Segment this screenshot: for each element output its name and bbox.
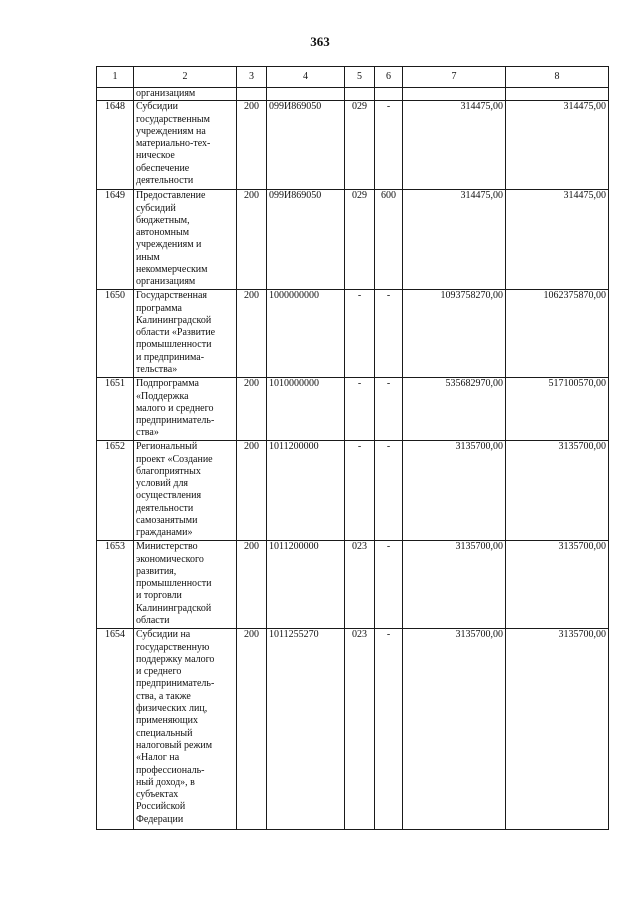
continuation-row xyxy=(97,88,609,101)
cell-col6: 600 xyxy=(375,190,403,290)
cell-col6: - xyxy=(375,441,403,541)
cell-col8 xyxy=(506,88,609,101)
cell-col7: 3135700,00 xyxy=(403,629,506,830)
cell-col4: 099И869050 xyxy=(267,101,345,190)
cell-col4: 1000000000 xyxy=(267,290,345,378)
cell-col8: 3135700,00 xyxy=(506,441,609,541)
table-row xyxy=(97,629,609,830)
cell-col8: 1062375870,00 xyxy=(506,290,609,378)
cell-col4: 1011255270 xyxy=(267,629,345,830)
row-number-cell: 1653 xyxy=(97,541,134,629)
cell-col3: 200 xyxy=(237,629,267,830)
cell-col4: 1010000000 xyxy=(267,378,345,441)
row-name-cell: организациям xyxy=(134,88,237,101)
cell-col7: 535682970,00 xyxy=(403,378,506,441)
row-name-cell: Региональный проект «Создание благоприятных условий для осуществления деятельности самозанятыми гражданами» xyxy=(134,441,237,541)
column-header: 4 xyxy=(267,67,345,88)
column-header: 2 xyxy=(134,67,237,88)
cell-col3: 200 xyxy=(237,290,267,378)
row-name-cell: Подпрограмма «Поддержка малого и среднего предприниматель- ства» xyxy=(134,378,237,441)
cell-col8: 3135700,00 xyxy=(506,629,609,830)
cell-col3: 200 xyxy=(237,541,267,629)
page-number: 363 xyxy=(310,34,330,49)
cell-col5: - xyxy=(345,378,375,441)
cell-col5: - xyxy=(345,441,375,541)
cell-col3: 200 xyxy=(237,441,267,541)
row-name-cell: Субсидии государственным учреждениям на материально-тех- ническое обеспечение деятельности xyxy=(134,101,237,190)
cell-col6: - xyxy=(375,629,403,830)
column-header: 1 xyxy=(97,67,134,88)
cell-col6 xyxy=(375,88,403,101)
cell-col4: 1011200000 xyxy=(267,541,345,629)
column-header: 6 xyxy=(375,67,403,88)
cell-col8: 517100570,00 xyxy=(506,378,609,441)
table-row xyxy=(97,101,609,190)
row-number-cell: 1651 xyxy=(97,378,134,441)
cell-col8: 3135700,00 xyxy=(506,541,609,629)
header-row xyxy=(97,67,609,88)
table-row xyxy=(97,290,609,378)
cell-col8: 314475,00 xyxy=(506,101,609,190)
cell-col4: 099И869050 xyxy=(267,190,345,290)
cell-col3: 200 xyxy=(237,190,267,290)
cell-col4: 1011200000 xyxy=(267,441,345,541)
cell-col7: 3135700,00 xyxy=(403,441,506,541)
row-name-cell: Государственная программа Калининградской области «Развитие промышленности и предпринима- тельства» xyxy=(134,290,237,378)
column-header: 5 xyxy=(345,67,375,88)
row-name-cell: Министерство экономического развития, промышленности и торговли Калининградской области xyxy=(134,541,237,629)
row-number-cell: 1650 xyxy=(97,290,134,378)
cell-col5: 029 xyxy=(345,101,375,190)
row-number-cell xyxy=(97,88,134,101)
table-row xyxy=(97,378,609,441)
cell-col3: 200 xyxy=(237,378,267,441)
cell-col5: 023 xyxy=(345,541,375,629)
row-number-cell: 1648 xyxy=(97,101,134,190)
cell-col5: 023 xyxy=(345,629,375,830)
row-name-cell: Субсидии на государственную поддержку малого и среднего предприниматель- ства, а также физических лиц, применяющих специальный налоговый режим «Налог на профессиональ- ный доход», в субъектах Российской Федерации xyxy=(134,629,237,830)
column-header: 7 xyxy=(403,67,506,88)
cell-col7: 314475,00 xyxy=(403,101,506,190)
budget-table xyxy=(96,66,609,830)
cell-col6: - xyxy=(375,101,403,190)
row-number-cell: 1652 xyxy=(97,441,134,541)
cell-col5 xyxy=(345,88,375,101)
cell-col6: - xyxy=(375,541,403,629)
table-row xyxy=(97,441,609,541)
cell-col7: 314475,00 xyxy=(403,190,506,290)
column-header: 3 xyxy=(237,67,267,88)
cell-col6: - xyxy=(375,378,403,441)
cell-col4 xyxy=(267,88,345,101)
row-number-cell: 1654 xyxy=(97,629,134,830)
cell-col5: 029 xyxy=(345,190,375,290)
row-name-cell: Предоставление субсидий бюджетным, автономным учреждениям и иным некоммерческим организациям xyxy=(134,190,237,290)
column-header: 8 xyxy=(506,67,609,88)
cell-col3 xyxy=(237,88,267,101)
table-row xyxy=(97,190,609,290)
table-row xyxy=(97,541,609,629)
cell-col7 xyxy=(403,88,506,101)
row-number-cell: 1649 xyxy=(97,190,134,290)
cell-col5: - xyxy=(345,290,375,378)
cell-col3: 200 xyxy=(237,101,267,190)
cell-col8: 314475,00 xyxy=(506,190,609,290)
cell-col7: 3135700,00 xyxy=(403,541,506,629)
cell-col6: - xyxy=(375,290,403,378)
cell-col7: 1093758270,00 xyxy=(403,290,506,378)
